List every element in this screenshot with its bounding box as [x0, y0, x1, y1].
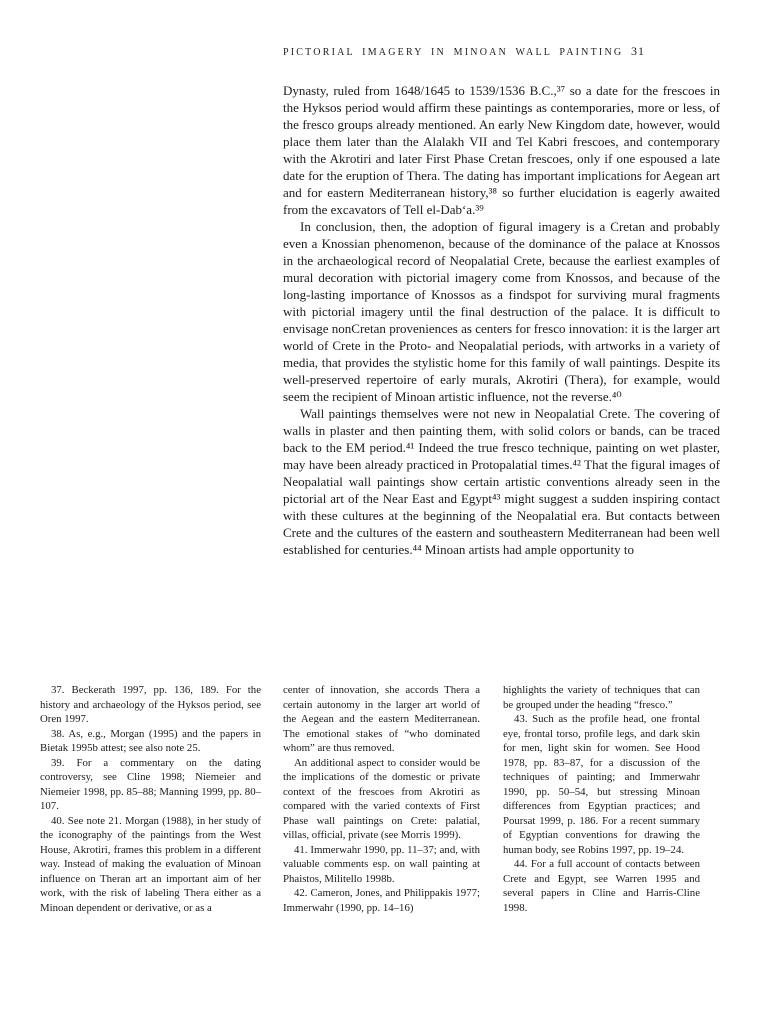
page-number: 31	[631, 44, 645, 58]
footnote-paragraph: 41. Immerwahr 1990, pp. 11–37; and, with valuable comments esp. on wall painting at Phaistos, Militello 1998b.	[283, 843, 480, 885]
footnotes-section	[40, 683, 700, 915]
footnote-paragraph: highlights the variety of techniques that can be grouped under the heading “fresco.”	[503, 684, 700, 711]
footnote-paragraph: 42. Cameron, Jones, and Philippakis 1977; Immerwahr (1990, pp. 14–16)	[283, 887, 480, 914]
footnote-paragraph: 37. Beckerath 1997, pp. 136, 189. For the history and archaeology of the Hyksos period, see Oren 1997.	[40, 684, 261, 725]
footnote-paragraph: An additional aspect to consider would be the implications of the domestic or private context of the frescoes from Akrotiri as compared with the varied contexts of First Phase wall paintings on Crete: palatial, villas, official, private (see Morris 1999).	[283, 756, 480, 841]
main-text-column	[283, 82, 720, 558]
footnote-column-2	[283, 683, 480, 915]
footnote-paragraph: 43. Such as the profile head, one frontal eye, frontal torso, profile legs, and dark skin for men, light skin for women. See Hood 1978, pp. 83–87, for a discussion of the techniques of painting; and Immerwahr 1990, pp. 50–54, but stressing Minoan differences from Egyptian practices; and Poursat 1999, p. 186. For a recent summary of Egyptian conventions for drawing the human body, see Robins 1997, pp. 19–24.	[503, 713, 700, 856]
running-header	[283, 44, 645, 59]
footnote-paragraph: 39. For a commentary on the dating controversy, see Cline 1998; Niemeier and Niemeier 1998, pp. 85–88; Manning 1999, pp. 80–107.	[40, 756, 261, 812]
footnote-paragraph: center of innovation, she accords Thera a certain autonomy in the larger art world of the Aegean and the eastern Mediterranean. The emotional stakes of “who dominated whom” are thus removed.	[283, 684, 480, 754]
footnote-column-3	[503, 683, 700, 915]
footnote-paragraph: 44. For a full account of contacts between Crete and Egypt, see Warren 1995 and several papers in Cline and Harris-Cline 1998.	[503, 858, 700, 914]
running-header-title: PICTORIAL IMAGERY IN MINOAN WALL PAINTING	[283, 47, 624, 58]
body-paragraph: Dynasty, ruled from 1648/1645 to 1539/1536 B.C.,³⁷ so a date for the frescoes in the Hyksos period would affirm these paintings as contemporaries, more or less, of the fresco groups already mentioned. An early New Kingdom date, however, would place them later than the Alalakh VII and Tel Kabri frescoes, and contemporary with the Akrotiri and later First Phase Cretan frescoes, only if one espoused a late date for the eruption of Thera. The dating has important implications for Aegean art and for eastern Mediterranean history,³⁸ so further elucidation is eagerly awaited from the excavators of Tell el-Dab‘a.³⁹	[283, 83, 720, 217]
footnote-paragraph: 40. See note 21. Morgan (1988), in her study of the iconography of the paintings from the West House, Akrotiri, frames this problem in a different way. Instead of making the evaluation of Minoan influence on Theran art an important aim of her work, with the risk of labeling Thera either as a Minoan dependent or derivative, or as a	[40, 814, 261, 914]
footnote-paragraph: 38. As, e.g., Morgan (1995) and the papers in Bietak 1995b attest; see also note 25.	[40, 727, 261, 754]
footnote-column-1	[40, 683, 261, 915]
body-paragraph: In conclusion, then, the adoption of figural imagery is a Cretan and probably even a Knossian phenomenon, because of the dominance of the palace at Knossos in the archaeological record of Neopalatial Crete, because the earliest examples of mural decoration with pictorial imagery come from Knossos, and because of the long-lasting importance of Knossos as a findspot for surviving mural fragments with pictorial imagery until the final destruction of the palace. It is difficult to envisage nonCretan proveniences as centers for fresco innovation: it is the larger art world of Crete in the Proto- and Neopalatial periods, with artworks in a variety of media, that provides the stylistic home for this family of wall paintings. Despite its well-preserved repertoire of early murals, Akrotiri (Thera), for example, would seem the recipient of Minoan artistic influence, not the reverse.⁴⁰	[283, 219, 720, 404]
body-paragraph: Wall paintings themselves were not new in Neopalatial Crete. The covering of walls in plaster and then painting them, with solid colors or bands, can be traced back to the EM period.⁴¹ Indeed the true fresco technique, painting on wet plaster, may have been already practiced in Protopalatial times.⁴² That the figural images of Neopalatial wall paintings show certain artistic conventions already seen in the pictorial art of the Near East and Egypt⁴³ might suggest a sudden inspiring contact with these cultures at the beginning of the Neopalatial era. But contacts between Crete and the cultures of the eastern and southeastern Mediterranean had been well established for centuries.⁴⁴ Minoan artists had ample opportunity to	[283, 406, 720, 557]
